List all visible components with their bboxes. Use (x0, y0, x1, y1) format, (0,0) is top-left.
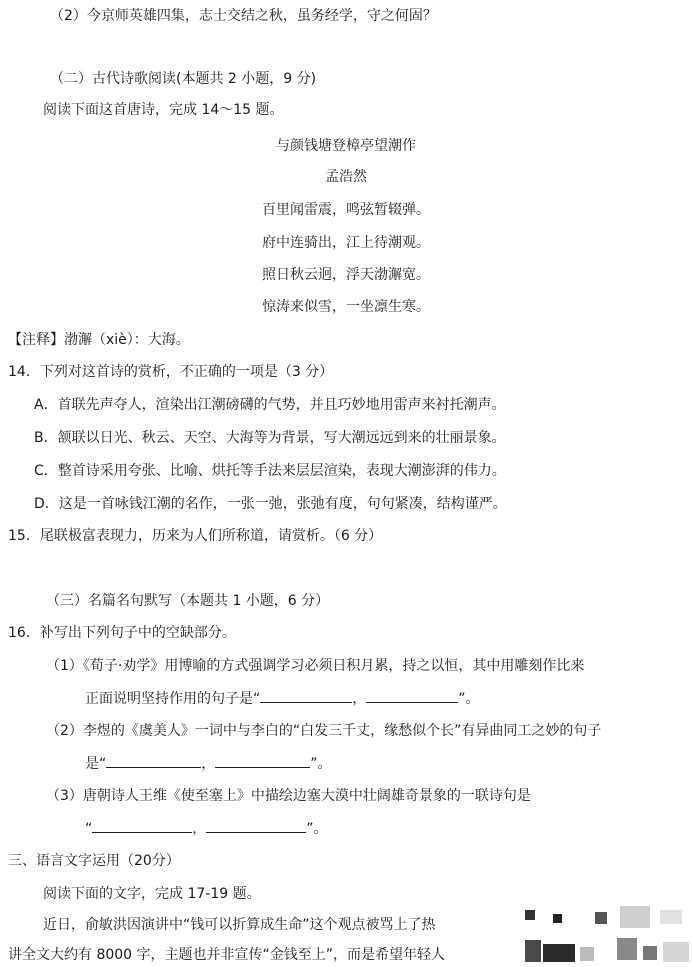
q16-item1-end: ”。 (458, 691, 480, 707)
answer-blank[interactable] (106, 753, 201, 768)
q16-item3-comma: ， (192, 821, 207, 837)
poem-line-1: 百里闻雷震，鸣弦暂辍弹。 (262, 202, 430, 218)
q16-item3-line1: （3）唐朝诗人王维《使至塞上》中描绘边塞大漠中壮阔雄奇景象的一联诗句是 (46, 788, 531, 804)
q16-item1-line1: （1）《荀子·劝学》用博喻的方式强调学习必须日积月累，持之以恒，其中用雕刻作比来 (46, 658, 585, 674)
q16-item1-comma: ， (352, 691, 367, 707)
poem-author: 孟浩然 (325, 169, 367, 185)
q16-item2-end: ”。 (310, 756, 332, 772)
answer-blank[interactable] (260, 688, 352, 703)
answer-blank[interactable] (92, 818, 192, 833)
part3-heading: 三、语言文字运用（20分） (8, 853, 180, 869)
q16-item3-end: ”。 (306, 821, 328, 837)
annotation-note: 【注释】渤澥（xiè）：大海。 (8, 332, 190, 348)
q14-option-c: C．整首诗采用夸张、比喻、烘托等手法来层层渲染，表现大潮澎湃的伟力。 (34, 463, 506, 479)
section2-intro: 阅读下面这首唐诗，完成 14～15 题。 (43, 102, 284, 118)
answer-blank[interactable] (366, 688, 458, 703)
q14-stem: 14．下列对这首诗的赏析，不正确的一项是（3 分） (8, 364, 334, 380)
poem-line-4: 惊涛来似雪，一坐凛生寒。 (262, 299, 430, 315)
q16-item2-comma: ， (201, 756, 216, 772)
q16-item3-prefix: “ (85, 821, 93, 837)
q16-stem: 16．补写出下列句子中的空缺部分。 (8, 625, 236, 641)
q14-option-d: D．这是一首咏钱江潮的名作，一张一弛，张弛有度，句句紧凑，结构谨严。 (34, 496, 507, 512)
section3-heading: （三）名篇名句默写（本题共 1 小题，6 分） (46, 593, 330, 609)
q13-item2: （2）今京师英雄四集，志士交结之秋，虽务经学，守之何固？ (50, 8, 437, 24)
q16-item2-prefix: 是“ (85, 756, 107, 772)
poem-line-3: 照日秋云迥，浮天渤澥宽。 (262, 267, 430, 283)
q16-item1-prefix: 正面说明坚持作用的句子是“ (85, 691, 261, 707)
q14-option-b: B．颔联以日光、秋云、天空、大海等为背景，写大潮远远到来的壮丽景象。 (34, 430, 506, 446)
q16-item2-line2 (85, 753, 332, 774)
poem-line-2: 府中连骑出，江上待潮观。 (262, 235, 430, 251)
pixelated-redaction (525, 902, 692, 967)
q15-stem: 15．尾联极富表现力，历来为人们所称道，请赏析。（6 分） (8, 528, 383, 544)
part3-intro: 阅读下面的文字，完成 17-19 题。 (43, 886, 261, 902)
passage-line-1: 近日，俞敏洪因演讲中“钱可以折算成生命”这个观点被骂上了热 (43, 917, 436, 933)
q14-option-a: A．首联先声夺人，渲染出江潮磅礴的气势，并且巧妙地用雷声来衬托潮声。 (34, 397, 506, 413)
q16-item1-line2 (85, 688, 480, 709)
answer-blank[interactable] (206, 818, 306, 833)
passage-line-2: 讲全文大约有 8000 字，主题也并非宣传“金钱至上”，而是希望年轻人 (8, 947, 446, 963)
poem-title: 与颜钱塘登樟亭望潮作 (276, 138, 416, 154)
section2-heading: （二）古代诗歌阅读(本题共 2 小题，9 分) (50, 71, 317, 87)
q16-item2-line1: （2）李煜的《虞美人》一词中与李白的“白发三千丈，缘愁似个长”有异曲同工之妙的句子 (46, 723, 602, 739)
q16-item3-line2 (85, 818, 328, 839)
answer-blank[interactable] (215, 753, 310, 768)
